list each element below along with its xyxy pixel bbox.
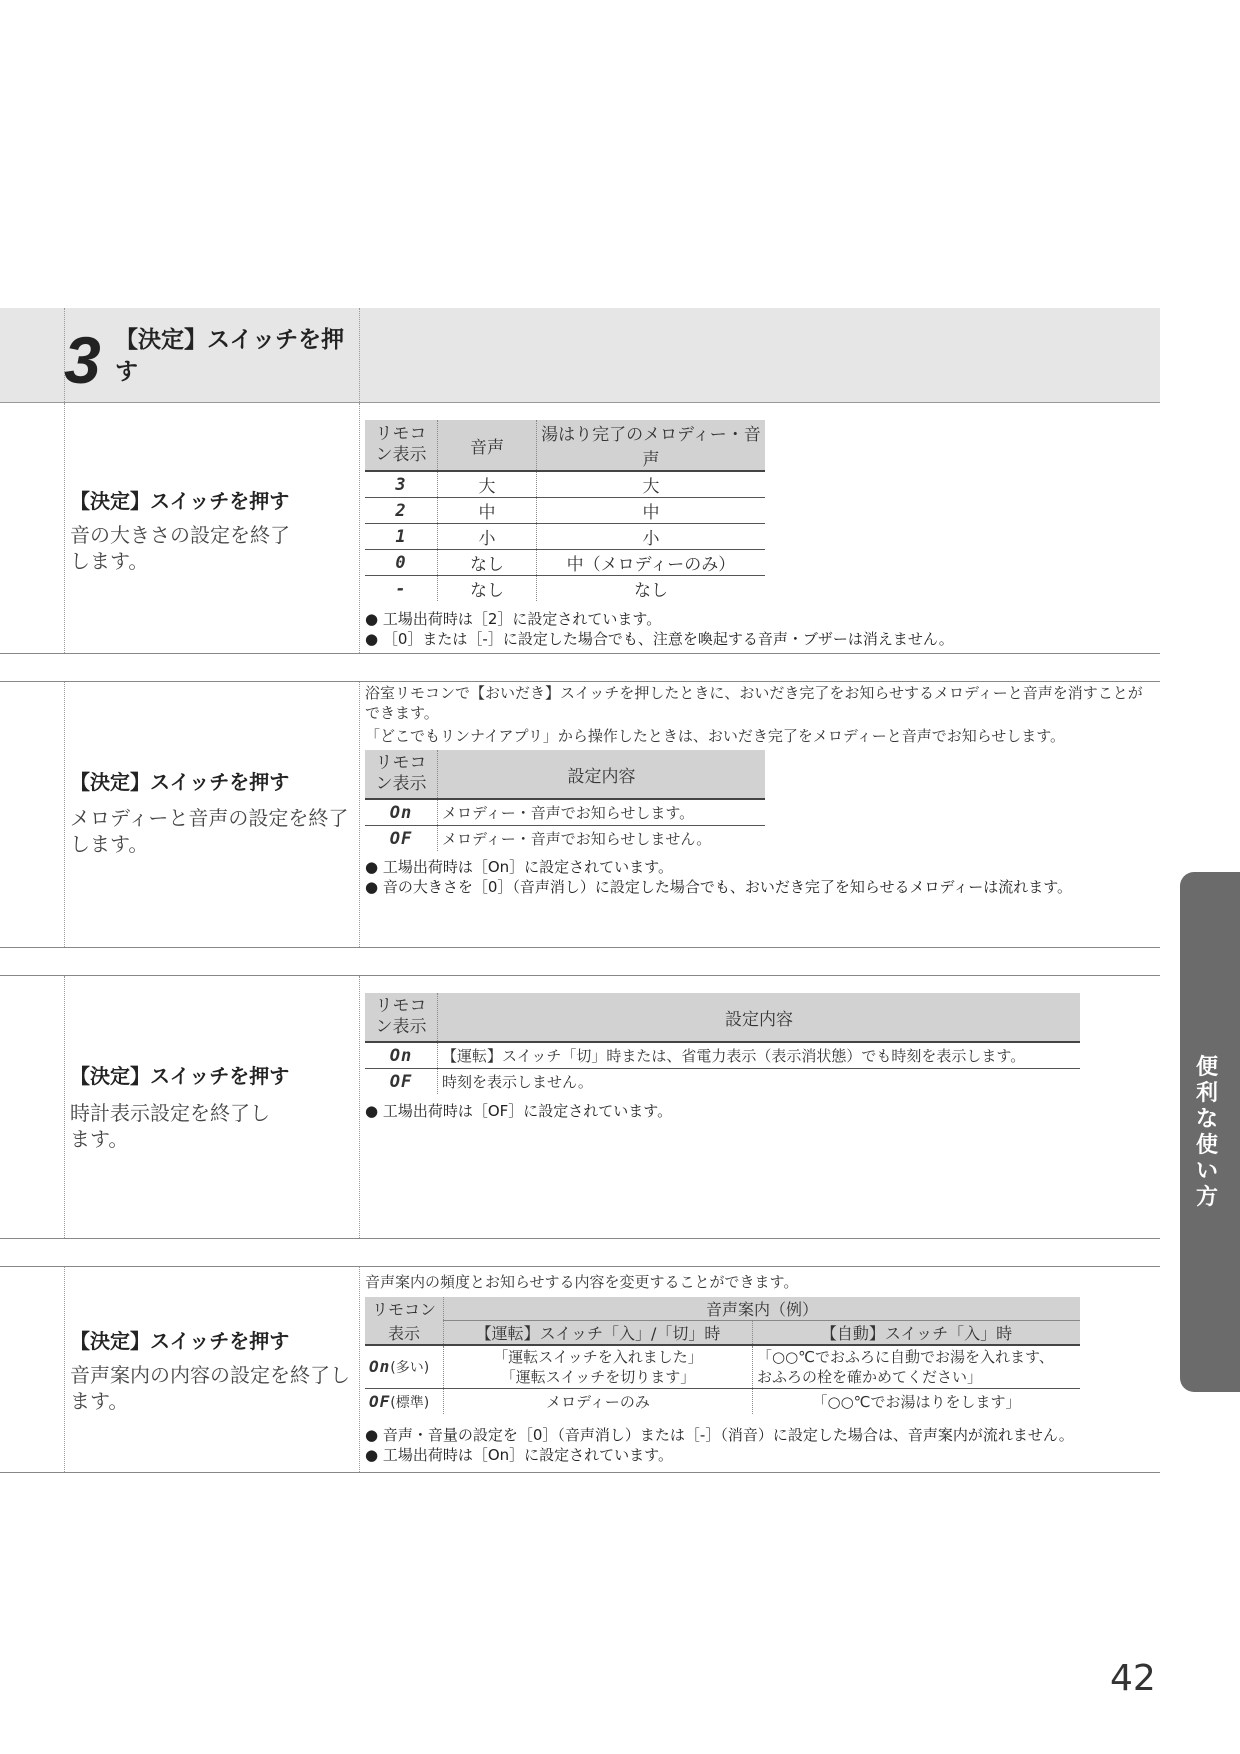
note: ● 工場出荷時は［2］に設定されています。 <box>365 610 662 628</box>
header-remote: リモコン <box>365 1297 444 1321</box>
header-setting: 設定内容 <box>438 993 1081 1042</box>
cell-melody: 小 <box>537 524 766 550</box>
table-row <box>365 799 765 826</box>
section-rule <box>0 653 1160 654</box>
note: ● 工場出荷時は［On］に設定されています。 <box>365 1446 673 1464</box>
volume-table <box>365 420 765 601</box>
section-rule <box>0 681 1160 682</box>
code-value: OF <box>369 1391 391 1411</box>
section-rule <box>0 1266 1160 1267</box>
cell-code <box>365 1389 444 1415</box>
divider <box>359 1267 360 1472</box>
cell-melody: 大 <box>537 471 766 498</box>
cell-code: 3 <box>365 471 438 498</box>
section-1-title: 【決定】スイッチを押す <box>70 489 290 513</box>
code-tag: (多い) <box>390 1360 430 1376</box>
header-remote-display: リモコン表示 <box>365 750 438 799</box>
header-setting: 設定内容 <box>438 750 766 799</box>
clock-table <box>365 993 1080 1094</box>
note: ● 工場出荷時は［On］に設定されています。 <box>365 858 673 876</box>
divider <box>359 403 360 653</box>
cell-line: 「運転スイッチを切ります」 <box>500 1368 696 1386</box>
table-row <box>365 1345 1080 1389</box>
cell-voice: なし <box>438 550 537 576</box>
table-row <box>365 498 765 524</box>
cell-code: On <box>365 1042 438 1069</box>
section-3-title: 【決定】スイッチを押す <box>70 1064 290 1088</box>
cell-run-switch: メロディーのみ <box>444 1389 753 1415</box>
cell-voice: なし <box>438 576 537 602</box>
header-display: 表示 <box>365 1321 444 1346</box>
cell-run-switch <box>444 1345 753 1389</box>
table-row <box>365 550 765 576</box>
section-rule <box>0 1238 1160 1239</box>
table-row <box>365 524 765 550</box>
section-2-desc: メロディーと音声の設定を終了します。 <box>70 806 349 856</box>
cell-melody: 中（メロディーのみ） <box>537 550 766 576</box>
note: ● 工場出荷時は［OF］に設定されています。 <box>365 1102 673 1120</box>
note: ● 音声・音量の設定を［0］（音声消し）または［-］（消音）に設定した場合は、音声案内が流れません。 <box>365 1426 1074 1444</box>
divider <box>64 682 65 947</box>
cell-voice: 小 <box>438 524 537 550</box>
step-number: 3 <box>64 323 101 397</box>
table-row <box>365 471 765 498</box>
header-melody: 湯はり完了のメロディー・音声 <box>537 420 766 471</box>
header-remote-display: リモコン表示 <box>365 420 438 471</box>
step-header <box>0 308 1160 403</box>
cell-auto-switch: 「○○℃でお湯はりをします」 <box>812 1393 1021 1411</box>
divider <box>64 308 65 402</box>
divider <box>64 976 65 1238</box>
cell-code: On <box>365 799 438 826</box>
section-rule <box>0 975 1160 976</box>
header-run-switch: 【運転】スイッチ「入」/「切」時 <box>444 1321 753 1346</box>
cell-setting: 【運転】スイッチ「切」時または、省電力表示（表示消状態）でも時刻を表示します。 <box>438 1042 1081 1069</box>
cell-code: OF <box>365 1069 438 1095</box>
table-row <box>365 826 765 852</box>
header-voice-guide: 音声案内（例） <box>444 1297 1081 1321</box>
section-rule <box>0 1472 1160 1473</box>
side-tab-label: 便利な使い方 <box>1195 1055 1218 1210</box>
cell-setting: メロディー・音声でお知らせします。 <box>438 799 766 826</box>
divider <box>359 308 360 402</box>
divider <box>64 1267 65 1472</box>
section-4-title: 【決定】スイッチを押す <box>70 1329 290 1353</box>
cell-voice: 大 <box>438 471 537 498</box>
section-2-title: 【決定】スイッチを押す <box>70 770 290 794</box>
divider <box>359 682 360 947</box>
code-tag: (標準) <box>390 1394 430 1411</box>
header-remote-display: リモコン表示 <box>365 993 438 1042</box>
cell-line: おふろの栓を確かめてください」 <box>757 1368 983 1386</box>
intro-text: 「どこでもリンナイアプリ」から操作したときは、おいだき完了をメロディーと音声でお知らせします。 <box>365 727 1066 745</box>
table-row <box>365 1069 1080 1095</box>
header-voice: 音声 <box>438 420 537 471</box>
cell-setting: 時刻を表示しません。 <box>442 1073 593 1091</box>
step-title: 【決定】スイッチを押す <box>115 327 345 385</box>
note: ● ［0］または［-］に設定した場合でも、注意を喚起する音声・ブザーは消えません。 <box>365 630 954 648</box>
cell-code: 2 <box>365 498 438 524</box>
section-4-desc: 音声案内の内容の設定を終了します。 <box>70 1363 350 1413</box>
intro-text: 浴室リモコンで【おいだき】スイッチを押したときに、おいだき完了をお知らせするメロディーと音声を消すことができます。 <box>365 684 1143 722</box>
table-row <box>365 1389 1080 1415</box>
note: ● 音の大きさを［0］（音声消し）に設定した場合でも、おいだき完了を知らせるメロディーは流れます。 <box>365 878 1073 896</box>
cell-code: OF <box>365 826 438 852</box>
cell-melody: なし <box>634 581 668 601</box>
cell-voice: 中 <box>438 498 537 524</box>
section-rule <box>0 947 1160 948</box>
cell-code <box>365 1345 444 1389</box>
header-auto-switch: 【自動】スイッチ「入」時 <box>753 1321 1081 1346</box>
table-row <box>365 1042 1080 1069</box>
cell-line: 「運転スイッチを入れました」 <box>493 1348 703 1366</box>
cell-code: - <box>365 576 438 602</box>
cell-auto-switch <box>753 1345 1081 1389</box>
cell-code: 1 <box>365 524 438 550</box>
section-3-desc: 時計表示設定を終了します。 <box>70 1101 270 1151</box>
cell-melody: 中 <box>537 498 766 524</box>
code-value: On <box>369 1357 391 1376</box>
table-row <box>365 576 765 602</box>
divider <box>359 976 360 1238</box>
cell-setting: メロディー・音声でお知らせしません。 <box>442 830 712 848</box>
melody-table <box>365 750 765 851</box>
section-1-desc: 音の大きさの設定を終了します。 <box>70 523 290 573</box>
voice-guide-table <box>365 1297 1080 1414</box>
intro-text: 音声案内の頻度とお知らせする内容を変更することができます。 <box>365 1273 799 1291</box>
cell-line: 「○○℃でおふろに自動でお湯を入れます、 <box>757 1348 1054 1366</box>
cell-code: 0 <box>365 550 438 576</box>
divider <box>64 403 65 653</box>
page-number: 42 <box>1110 1658 1156 1699</box>
